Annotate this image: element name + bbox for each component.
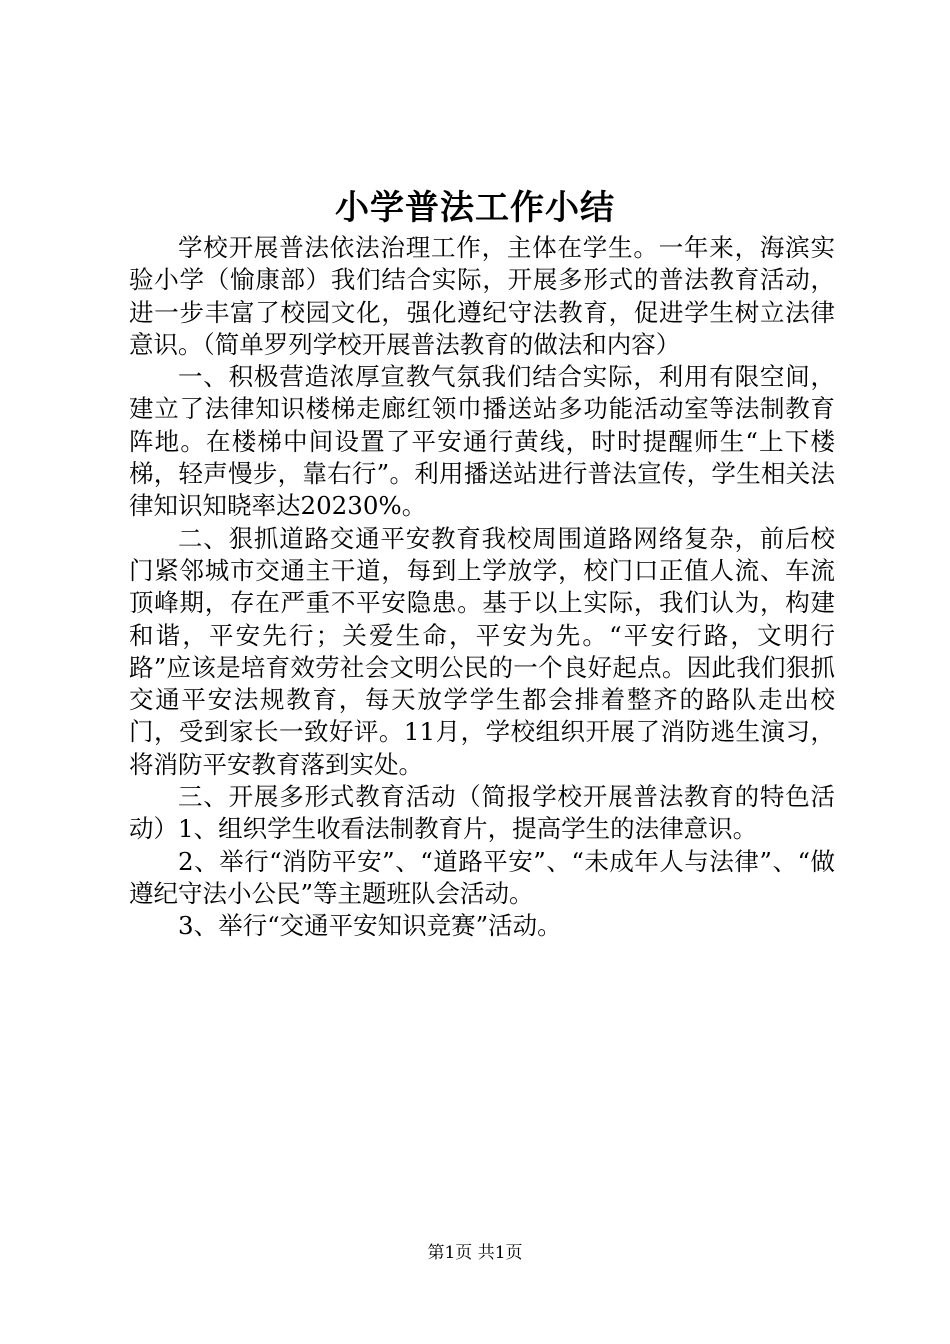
document-title: 小学普法工作小结 (335, 188, 615, 228)
paragraph-activity-2: 2、举行“消防平安”、“道路平安”、“未成年人与法律”、“做遵纪守法小公民”等主题班队会活动。 (129, 846, 835, 908)
paragraph-section-2: 二、狠抓道路交通平安教育我校周围道路网络复杂，前后校门紧邻城市交通主干道，每到上学放学，校门口正值人流、车流顶峰期，存在严重不平安隐患。基于以上实际，我们认为，构建和谐，平安先行；关爱生命，平安为先。“平安行路，文明行路”应该是培育效劳社会文明公民的一个良好起点。因此我们狠抓交通平安法规教育，每天放学学生都会排着整齐的路队走出校门，受到家长一致好评。11月，学校组织开展了消防逃生演习，将消防平安教育落到实处。 (129, 523, 835, 779)
paragraph-intro: 学校开展普法依法治理工作，主体在学生。一年来，海滨实验小学（愉康部）我们结合实际，开展多形式的普法教育活动，进一步丰富了校园文化，强化遵纪守法教育，促进学生树立法律意识。（简单罗列学校开展普法教育的做法和内容） (129, 233, 835, 359)
paragraph-section-3: 三、开展多形式教育活动（简报学校开展普法教育的特色活动）1、组织学生收看法制教育片，提高学生的法律意识。 (129, 782, 835, 844)
document-body (129, 232, 835, 943)
paragraph-section-1: 一、积极营造浓厚宣教气氛我们结合实际，利用有限空间，建立了法律知识楼梯走廊红领巾播送站多功能活动室等法制教育阵地。在楼梯中间设置了平安通行黄线，时时提醒师生“上下楼梯，轻声慢步，靠右行”。利用播送站进行普法宣传，学生相关法律知识知晓率达20230%。 (129, 362, 835, 521)
paragraph-activity-3: 3、举行“交通平安知识竞赛”活动。 (178, 911, 562, 941)
page-number-footer: 第1页 共1页 (427, 1243, 523, 1263)
